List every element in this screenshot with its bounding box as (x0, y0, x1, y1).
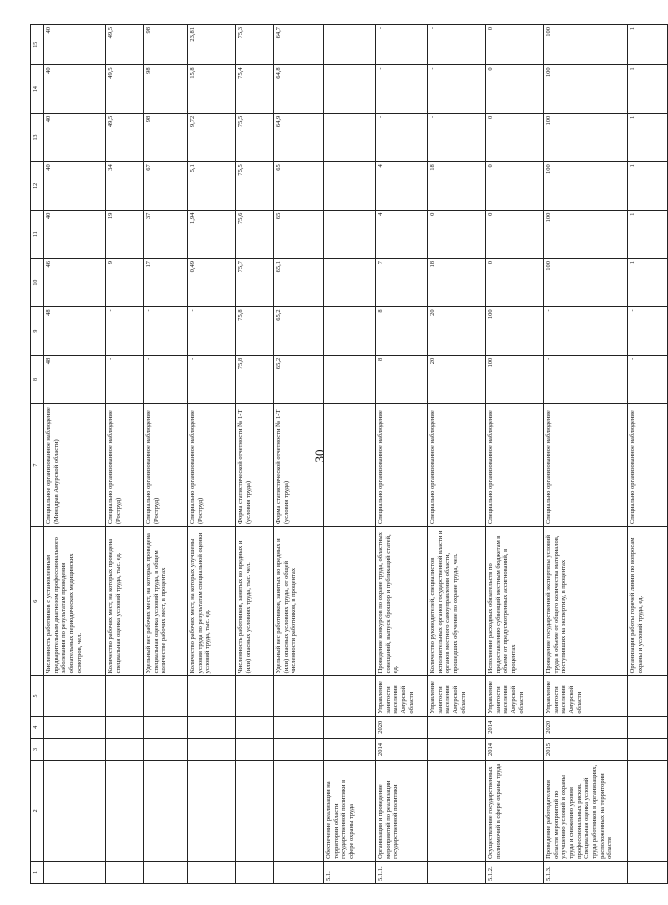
executor-cell (144, 676, 188, 716)
source-cell: Специально организованное наблюдение (628, 404, 668, 527)
value-cell: 75,8 (236, 307, 274, 355)
table-row (188, 25, 236, 884)
value-cell: - (376, 113, 428, 161)
executor-cell: Управление занятости населения Амурской области (428, 676, 486, 716)
column-number: 12 (31, 162, 44, 210)
column-number: 13 (31, 113, 44, 161)
table-row (236, 25, 274, 884)
end-year-cell (274, 716, 324, 738)
rotated-table-container (30, 24, 644, 884)
value-cell: - (544, 307, 628, 355)
source-cell (324, 404, 376, 527)
value-cell: 98 (144, 25, 188, 65)
indicator-cell: Удельный вес рабочих мест, на которых проведена специальная оценка условий труда, в общем количестве рабочих мест, в процентах (144, 527, 188, 676)
source-cell: Специально организованное наблюдение (376, 404, 428, 527)
indicator-cell: Исполнение расходных обязательств по предоставлению субвенций местным бюджетам в объеме от предусмотренных ассигнований, в процентах (486, 527, 544, 676)
indicator-cell: Количество руководителей, специалистов исполнительных органов государственной власти и органов местного самоуправления области, прошедших обучение по охране труда, чел. (428, 527, 486, 676)
value-cell: 65 (274, 162, 324, 210)
start-year-cell (188, 738, 236, 760)
row-name-cell: Обеспечение реализации на территории области государственной политики в сфере охраны труда (324, 761, 376, 862)
table-row (628, 25, 668, 884)
indicator-cell: Проведение конкурсов по охране труда, областных совещаний, выпуск брошюр и публикаций статей, ед. (376, 527, 428, 676)
value-cell: - (428, 25, 486, 65)
value-cell: - (376, 25, 428, 65)
table-row (144, 25, 188, 884)
executor-cell (188, 676, 236, 716)
value-cell: 0,49 (188, 258, 236, 306)
row-name-cell (106, 761, 144, 862)
end-year-cell: 2020 (544, 716, 628, 738)
row-code-cell: 5.1. (324, 861, 376, 883)
indicator-cell: Численность работников, занятых во вредных и (или) опасных условиях труда, тыс. чел. (236, 527, 274, 676)
value-cell: 67 (144, 162, 188, 210)
value-cell: - (628, 355, 668, 403)
row-code-cell (188, 861, 236, 883)
start-year-cell (428, 738, 486, 760)
value-cell: 9,72 (188, 113, 236, 161)
value-cell: 1 (628, 162, 668, 210)
value-cell: 64,9 (274, 113, 324, 161)
value-cell: 4 (376, 210, 428, 258)
row-code-cell (44, 861, 106, 883)
column-number: 4 (31, 716, 44, 738)
indicator-cell: Количество рабочих мест, на которых проведена специальная оценка условий труда, тыс. ед. (106, 527, 144, 676)
value-cell: - (106, 355, 144, 403)
row-code-cell (274, 861, 324, 883)
value-cell: 20 (428, 307, 486, 355)
value-cell: - (144, 307, 188, 355)
value-cell: 49,5 (106, 113, 144, 161)
value-cell (324, 113, 376, 161)
start-year-cell (144, 738, 188, 760)
column-number: 3 (31, 738, 44, 760)
value-cell: 0 (486, 210, 544, 258)
value-cell: 65,2 (274, 355, 324, 403)
value-cell: 100 (544, 258, 628, 306)
table-row (44, 25, 106, 884)
value-cell: - (188, 355, 236, 403)
source-cell: Специальное организованное наблюдение (Минздрав Амурской области) (44, 404, 106, 527)
value-cell: 40 (44, 65, 106, 113)
value-cell (324, 355, 376, 403)
source-cell: Специально организованное наблюдение (Роструд) (144, 404, 188, 527)
value-cell (324, 258, 376, 306)
value-cell: 19 (106, 210, 144, 258)
end-year-cell (188, 716, 236, 738)
column-number: 1 (31, 861, 44, 883)
executor-cell (274, 676, 324, 716)
value-cell: 0 (486, 113, 544, 161)
value-cell (324, 25, 376, 65)
value-cell: 5,1 (188, 162, 236, 210)
row-name-cell (144, 761, 188, 862)
value-cell: 65 (274, 210, 324, 258)
column-number: 2 (31, 761, 44, 862)
end-year-cell (428, 716, 486, 738)
start-year-cell: 2015 (544, 738, 628, 760)
row-name-cell (188, 761, 236, 862)
source-cell: Специально организованное наблюдение (Роструд) (188, 404, 236, 527)
value-cell: 75,4 (236, 65, 274, 113)
row-code-cell: 5.1.1. (376, 861, 428, 883)
table-body (31, 25, 668, 884)
value-cell: 8 (376, 355, 428, 403)
column-number-row (31, 25, 44, 884)
row-code-cell (428, 861, 486, 883)
executor-cell: Управление занятости населения Амурской области (544, 676, 628, 716)
value-cell: 20 (428, 355, 486, 403)
value-cell: 75,5 (236, 113, 274, 161)
executor-cell: Управление занятости населения Амурской области (486, 676, 544, 716)
indicator-cell: Количество рабочих мест, на которых улучшены условия труда по результатам специальной оценки условий труда, тыс. ед. (188, 527, 236, 676)
end-year-cell (324, 716, 376, 738)
table-row (544, 25, 628, 884)
column-number: 6 (31, 527, 44, 676)
value-cell: - (428, 65, 486, 113)
table-row (428, 25, 486, 884)
value-cell: 7 (376, 258, 428, 306)
value-cell: 100 (544, 210, 628, 258)
value-cell: 4 (376, 162, 428, 210)
value-cell: 49,5 (106, 25, 144, 65)
value-cell: 1 (628, 65, 668, 113)
table-row (324, 25, 376, 884)
value-cell: 9 (106, 258, 144, 306)
value-cell: 17 (144, 258, 188, 306)
value-cell: 100 (544, 162, 628, 210)
end-year-cell (628, 716, 668, 738)
column-number: 5 (31, 676, 44, 716)
value-cell: 48 (44, 355, 106, 403)
value-cell: 18 (428, 258, 486, 306)
page-number: 30 (312, 449, 327, 463)
column-number: 14 (31, 65, 44, 113)
source-cell: Специально организованное наблюдение (486, 404, 544, 527)
column-number: 10 (31, 258, 44, 306)
value-cell: 40 (44, 25, 106, 65)
row-code-cell: 5.1.3. (544, 861, 628, 883)
start-year-cell (274, 738, 324, 760)
value-cell: 75,8 (236, 355, 274, 403)
source-cell: Специально организованное наблюдение (Роструд) (106, 404, 144, 527)
row-name-cell (274, 761, 324, 862)
value-cell: - (628, 307, 668, 355)
value-cell (324, 210, 376, 258)
value-cell: - (144, 355, 188, 403)
value-cell: - (544, 355, 628, 403)
value-cell: 75,5 (236, 162, 274, 210)
value-cell: 1 (628, 25, 668, 65)
row-name-cell (236, 761, 274, 862)
value-cell: 100 (544, 25, 628, 65)
table-row (274, 25, 324, 884)
executor-cell (106, 676, 144, 716)
value-cell: 40 (44, 162, 106, 210)
value-cell: - (376, 65, 428, 113)
source-cell: Специально организованное наблюдение (428, 404, 486, 527)
row-name-cell (628, 761, 668, 862)
value-cell: 100 (486, 355, 544, 403)
value-cell: 75,6 (236, 210, 274, 258)
value-cell: 98 (144, 65, 188, 113)
row-code-cell (628, 861, 668, 883)
executor-cell (628, 676, 668, 716)
start-year-cell (324, 738, 376, 760)
value-cell: 100 (544, 113, 628, 161)
value-cell: 23,81 (188, 25, 236, 65)
row-name-cell: Организация и проведение мероприятий по реализации государственной политики (376, 761, 428, 862)
row-code-cell (236, 861, 274, 883)
value-cell: 1 (628, 210, 668, 258)
column-number: 11 (31, 210, 44, 258)
row-name-cell: Проведение работодателями области мероприятий по улучшению условий и охраны труда и снижению уровня профессиональных рисков. Специальная оценка условий труда работников в организациях, расположенных на территории области (544, 761, 628, 862)
value-cell: 0 (486, 162, 544, 210)
table-row (486, 25, 544, 884)
row-code-cell (144, 861, 188, 883)
table-row (106, 25, 144, 884)
value-cell: 8 (376, 307, 428, 355)
value-cell (324, 307, 376, 355)
value-cell: 1 (628, 113, 668, 161)
column-number: 15 (31, 25, 44, 65)
indicator-cell (324, 527, 376, 676)
value-cell: 0 (486, 25, 544, 65)
end-year-cell (106, 716, 144, 738)
value-cell: 1,94 (188, 210, 236, 258)
end-year-cell: 2014 (486, 716, 544, 738)
value-cell: 64,7 (274, 25, 324, 65)
executor-cell: Управление занятости населения Амурской области (376, 676, 428, 716)
indicator-cell: Проведение государственной экспертизы условий труда в объеме от общего количества материалов, поступивших на экспертизу, в процентах (544, 527, 628, 676)
value-cell: 1 (628, 258, 668, 306)
row-code-cell: 5.1.2. (486, 861, 544, 883)
row-name-cell (44, 761, 106, 862)
indicator-cell: Численность работников с установленным предварительным диагнозом профессионального заболевания по результатам проведения обязательных периодических медицинских осмотров, чел. (44, 527, 106, 676)
indicator-cell: Удельный вес работников, занятых во вредных и (или) опасных условиях труда, от общей численности работников, в процентах (274, 527, 324, 676)
value-cell: 0 (486, 258, 544, 306)
executor-cell (44, 676, 106, 716)
value-cell: 48 (44, 307, 106, 355)
value-cell: - (106, 307, 144, 355)
row-code-cell (106, 861, 144, 883)
table-row (376, 25, 428, 884)
end-year-cell (44, 716, 106, 738)
value-cell (324, 65, 376, 113)
value-cell: 49,5 (106, 65, 144, 113)
start-year-cell: 2014 (376, 738, 428, 760)
value-cell: 0 (486, 65, 544, 113)
value-cell: 65,1 (274, 258, 324, 306)
value-cell: 98 (144, 113, 188, 161)
value-cell: 46 (44, 258, 106, 306)
value-cell: 64,8 (274, 65, 324, 113)
value-cell: 37 (144, 210, 188, 258)
start-year-cell (106, 738, 144, 760)
row-name-cell (428, 761, 486, 862)
value-cell: 18 (428, 162, 486, 210)
start-year-cell (628, 738, 668, 760)
value-cell: 40 (44, 113, 106, 161)
column-number: 9 (31, 307, 44, 355)
value-cell (324, 162, 376, 210)
indicator-cell: Организация работы горячей линии по вопросам охраны и условий труда, ед. (628, 527, 668, 676)
program-table (30, 24, 668, 884)
start-year-cell (236, 738, 274, 760)
value-cell: 34 (106, 162, 144, 210)
column-number: 8 (31, 355, 44, 403)
row-name-cell: Осуществление государственных полномочий в сфере охраны труда (486, 761, 544, 862)
value-cell: 100 (544, 65, 628, 113)
value-cell: 75,3 (236, 25, 274, 65)
value-cell: 40 (44, 210, 106, 258)
value-cell: 15,8 (188, 65, 236, 113)
start-year-cell (44, 738, 106, 760)
end-year-cell: 2020 (376, 716, 428, 738)
value-cell: 75,7 (236, 258, 274, 306)
source-cell: Форма статистической отчетности № 1-Т (условия труда) (274, 404, 324, 527)
source-cell: Форма статистической отчетности № 1-Т (условия труда) (236, 404, 274, 527)
end-year-cell (144, 716, 188, 738)
value-cell: - (428, 113, 486, 161)
value-cell: - (188, 307, 236, 355)
source-cell: Специально организованное наблюдение (544, 404, 628, 527)
value-cell: 100 (486, 307, 544, 355)
executor-cell (236, 676, 274, 716)
end-year-cell (236, 716, 274, 738)
executor-cell (324, 676, 376, 716)
column-number: 7 (31, 404, 44, 527)
value-cell: 0 (428, 210, 486, 258)
value-cell: 65,2 (274, 307, 324, 355)
start-year-cell: 2014 (486, 738, 544, 760)
